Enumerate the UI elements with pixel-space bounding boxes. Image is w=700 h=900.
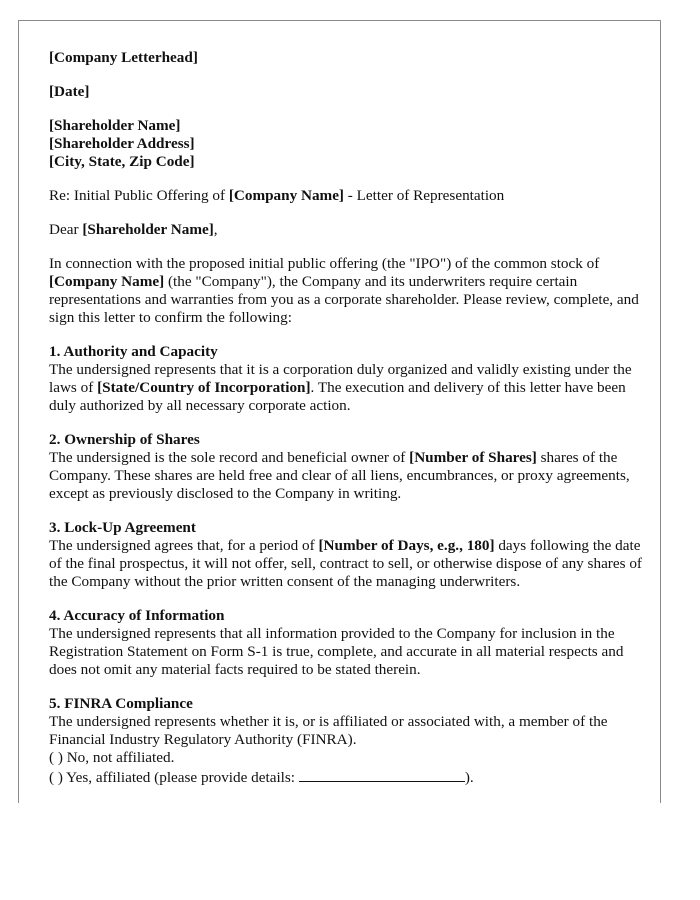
- letter-page: [18, 20, 661, 803]
- section-text: The undersigned represents whether it is, or is affiliated or associated with, a member of the Financial Industry Regulatory Authority (FINRA).: [49, 713, 608, 748]
- city-state-zip: [City, State, Zip Code]: [49, 153, 195, 170]
- section-heading: 2. Ownership of Shares: [49, 431, 200, 448]
- section-text: The undersigned agrees that, for a period of [Number of Days, e.g., 180] days following the date of the final prospectus, it will not offer, sell, contract to sell, or otherwise dispose of any shares of the Company without the prior written consent of the managing underwriters.: [49, 537, 642, 590]
- letter-date: [Date]: [49, 83, 90, 100]
- section-heading: 5. FINRA Compliance: [49, 695, 193, 712]
- shareholder-address: [Shareholder Address]: [49, 135, 195, 152]
- details-blank-field[interactable]: [299, 767, 465, 782]
- intro-paragraph: In connection with the proposed initial public offering (the "IPO") of the common stock of [Company Name] (the "Company"), the Company and its underwriters require certain representations and warranties from you as a corporate shareholder. Please review, complete, and sign this letter to confirm the following:: [49, 255, 639, 326]
- subject-line: Re: Initial Public Offering of [Company Name] - Letter of Representation: [49, 187, 505, 204]
- option-affiliated[interactable]: ( ) Yes, affiliated (please provide details: ).: [49, 769, 474, 786]
- section-heading: 3. Lock-Up Agreement: [49, 519, 196, 536]
- recipient-address-block: [49, 117, 649, 171]
- section-finra: [49, 695, 649, 787]
- salutation: Dear [Shareholder Name],: [49, 221, 218, 238]
- option-not-affiliated[interactable]: ( ) No, not affiliated.: [49, 749, 175, 766]
- section-lockup: [49, 519, 649, 591]
- section-heading: 4. Accuracy of Information: [49, 607, 225, 624]
- letter-body: [49, 49, 649, 787]
- section-text: The undersigned represents that all information provided to the Company for inclusion in the Registration Statement on Form S-1 is true, complete, and accurate in all material respects and does not omit any material facts required to be stated therein.: [49, 625, 624, 678]
- section-accuracy: [49, 607, 649, 679]
- section-authority: [49, 343, 649, 415]
- company-letterhead: [Company Letterhead]: [49, 49, 198, 66]
- section-ownership: [49, 431, 649, 503]
- section-text: The undersigned represents that it is a corporation duly organized and validly existing under the laws of [State/Country of Incorporation]. The execution and delivery of this letter have been duly authorized by all necessary corporate action.: [49, 361, 632, 414]
- section-heading: 1. Authority and Capacity: [49, 343, 218, 360]
- shareholder-name: [Shareholder Name]: [49, 117, 181, 134]
- section-text: The undersigned is the sole record and beneficial owner of [Number of Shares] shares of the Company. These shares are held free and clear of all liens, encumbrances, or proxy agreements, except as previously disclosed to the Company in writing.: [49, 449, 630, 502]
